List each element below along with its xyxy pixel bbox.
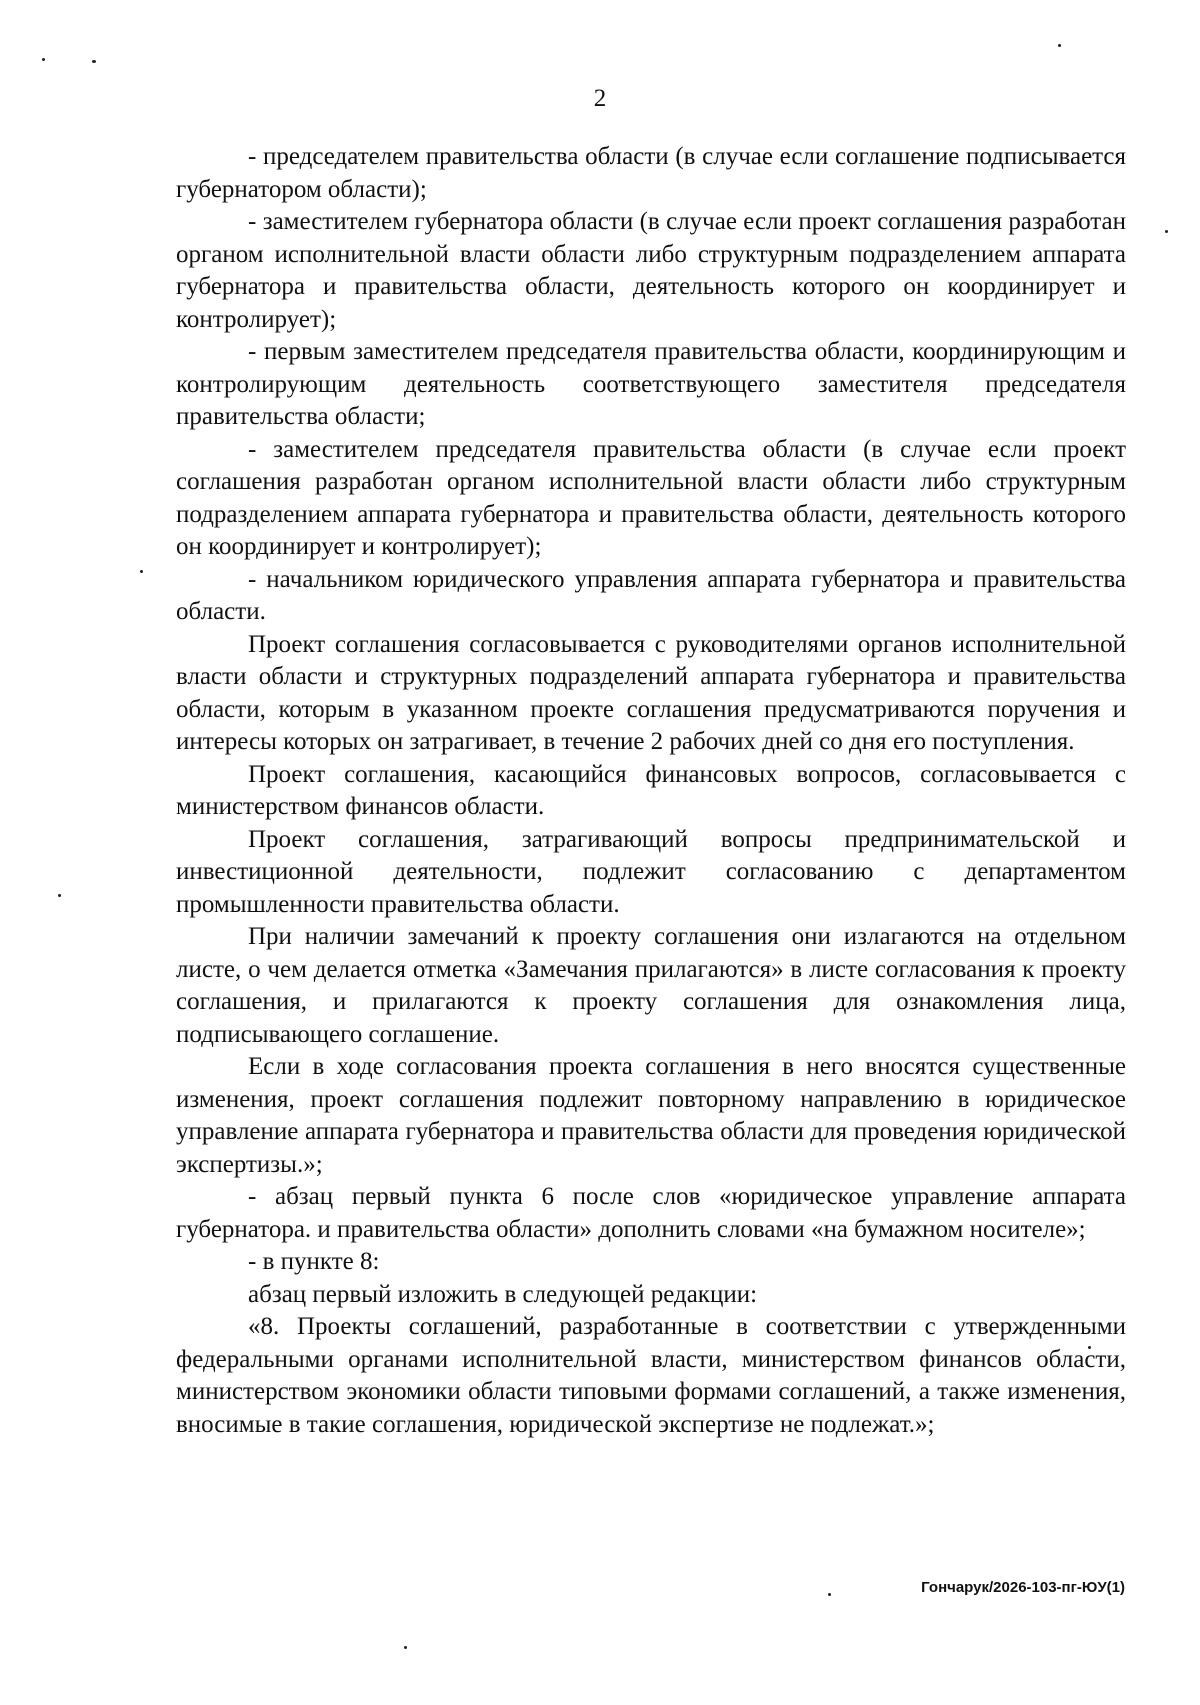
- document-body: [176, 141, 1126, 1441]
- paragraph: При наличии замечаний к проекту соглашения они излагаются на отдельном листе, о чем делается отметка «Замечания прилагаются» в листе согласования к проекту соглашения, и прилагаются к проекту соглашения для ознакомления лица, подписывающего соглашение.: [176, 923, 1126, 1048]
- paragraph: - в пункте 8:: [248, 1248, 380, 1275]
- paragraph: - заместителем губернатора области (в случае если проект соглашения разработан органом исполнительной власти области либо структурным подразделением аппарата губернатора и правительства области, деятельность которого он координирует и контролирует);: [176, 208, 1126, 333]
- paragraph: - первым заместителем председателя правительства области, координирующим и контролирующим деятельность соответствующего заместителя председателя правительства области;: [176, 338, 1126, 430]
- scan-speck: [42, 58, 45, 61]
- scan-speck: [1165, 230, 1168, 233]
- paragraph: - абзац первый пункта 6 после слов «юридическое управление аппарата губернатора. и правительства области» дополнить словами «на бумажном носителе»;: [176, 1183, 1126, 1243]
- paragraph: - начальником юридического управления аппарата губернатора и правительства области.: [176, 565, 1126, 625]
- scan-speck: [58, 894, 61, 897]
- paragraph: Проект соглашения, касающийся финансовых вопросов, согласовывается с министерством финансов области.: [176, 760, 1126, 820]
- scan-speck: [140, 570, 143, 573]
- scan-speck: [828, 1593, 831, 1596]
- document-footer-code: Гончарук/2026-103-пг-ЮУ(1): [921, 1579, 1125, 1596]
- paragraph: абзац первый изложить в следующей редакции:: [248, 1280, 758, 1308]
- paragraph: Проект соглашения, затрагивающий вопросы предпринимательской и инвестиционной деятельности, подлежит согласованию с департаментом промышленности правительства области.: [176, 825, 1126, 918]
- paragraph: Проект соглашения согласовывается с руководителями органов исполнительной власти области и структурных подразделений аппарата губернатора и правительства области, которым в указанном проекте соглашения предусматриваются поручения и интересы которых он затрагивает, в течение 2 рабочих дней со дня его поступления.: [176, 630, 1126, 755]
- paragraph: «8. Проекты соглашений, разработанные в соответствии с утвержденными федеральными органами исполнительной власти, министерством финансов области, министерством экономики области типовыми формами соглашений, а также изменения, вносимые в такие соглашения, юридической экспертизе не подлежат.»;: [176, 1313, 1126, 1438]
- paragraph: - заместителем председателя правительства области (в случае если проект соглашения разработан органом исполнительной власти области либо структурным подразделением аппарата губернатора и правительства области, деятельность которого он координирует и контролирует);: [176, 435, 1126, 560]
- scan-speck: [92, 60, 96, 63]
- page-number: 2: [593, 85, 607, 112]
- scan-speck: [1058, 44, 1061, 47]
- paragraph: Если в ходе согласования проекта соглашения в него вносятся существенные изменения, проект соглашения подлежит повторному направлению в юридическое управление аппарата губернатора и правительства области для проведения юридической экспертизы.»;: [176, 1053, 1126, 1178]
- paragraph: - председателем правительства области (в случае если соглашение подписывается губернатором области);: [176, 143, 1126, 203]
- scan-speck: [404, 1646, 407, 1649]
